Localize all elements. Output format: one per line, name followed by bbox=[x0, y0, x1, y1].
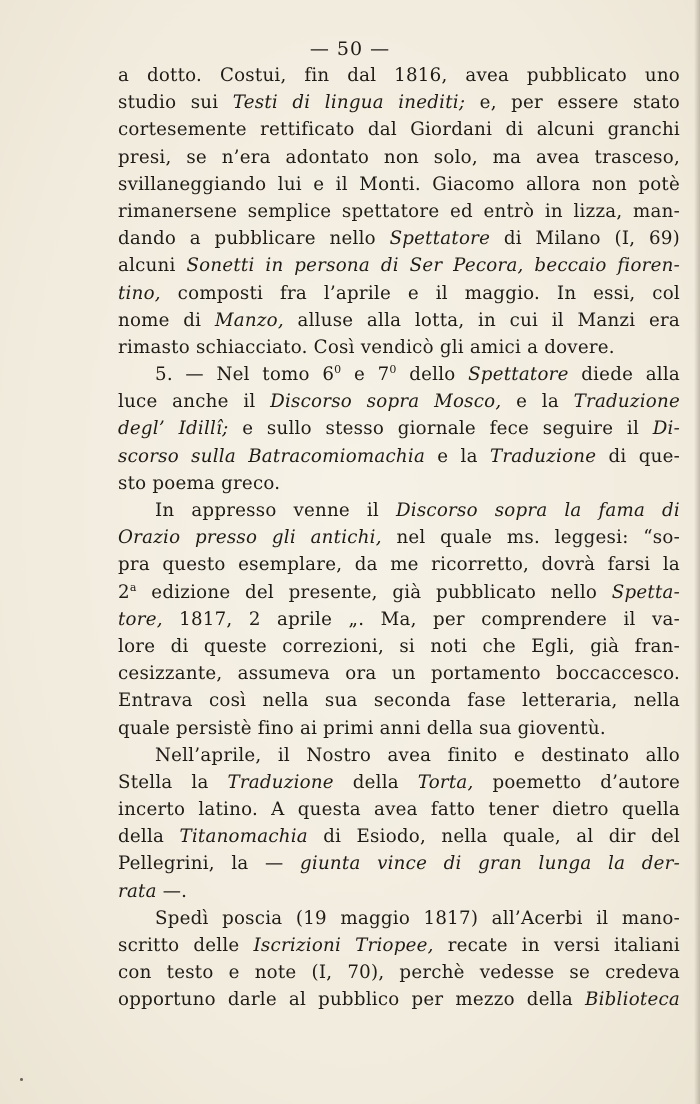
text-span: a dotto. Costui, fin dal 1816, avea pubblicato uno bbox=[118, 65, 680, 86]
text-span: pra questo esemplare, da me ricorretto, dovrà farsi la bbox=[118, 554, 680, 576]
text-span: alluse alla lotta, in cui il Manzi era bbox=[283, 309, 680, 331]
text-span: edizione del presente, già pubblicato nello bbox=[136, 581, 612, 603]
text-line bbox=[118, 823, 680, 850]
page-number: — 50 — bbox=[309, 38, 391, 60]
text-line bbox=[118, 334, 680, 361]
text-line bbox=[118, 89, 680, 116]
italic-text: Di- bbox=[652, 418, 680, 440]
italic-text: Iscrizioni Triopee, bbox=[253, 935, 434, 956]
superscript-text: 0 bbox=[334, 363, 342, 376]
text-span: sto poema greco. bbox=[118, 472, 281, 494]
text-line bbox=[118, 959, 680, 986]
text-span: scritto delle bbox=[118, 935, 254, 956]
text-span: e sullo stesso giornale fece seguire il bbox=[228, 418, 653, 440]
text-span: di que- bbox=[596, 445, 680, 467]
text-span: 5. — Nel tomo 6 bbox=[155, 364, 335, 386]
italic-text: Traduzione bbox=[489, 445, 597, 467]
italic-text: Discorso sopra Mosco, bbox=[270, 391, 502, 413]
text-span: poemetto d’autore bbox=[473, 771, 680, 793]
italic-text: Testi di lingua inediti; bbox=[232, 92, 466, 114]
text-line bbox=[118, 715, 680, 742]
paper-speck bbox=[20, 1078, 23, 1081]
text-span: composti fra l’aprile e il maggio. In essi, col bbox=[160, 282, 680, 304]
text-span: Nell’aprile, il Nostro avea finito e destinato allo bbox=[155, 744, 680, 766]
text-span: —. bbox=[156, 880, 188, 902]
text-line bbox=[118, 551, 680, 578]
text-span: recate in versi italiani bbox=[433, 935, 680, 956]
page-edge-shadow bbox=[694, 0, 700, 1104]
text-line bbox=[118, 660, 680, 687]
text-span: cesizzante, assumeva ora un portamento boccaccesco. bbox=[118, 663, 680, 685]
italic-text: tore, bbox=[118, 608, 163, 630]
text-span: e 7 bbox=[341, 364, 390, 386]
text-span: rimanersene semplice spettatore ed entrò in lizza, man- bbox=[118, 200, 680, 222]
text-line bbox=[118, 932, 680, 959]
text-span: 1817, 2 aprile „. Ma, per comprendere il va- bbox=[162, 608, 680, 630]
body-text bbox=[118, 62, 680, 1014]
italic-text: Spettatore bbox=[468, 364, 569, 386]
text-span: opportuno darle al pubblico per mezzo della bbox=[118, 989, 585, 1011]
text-span: lore di queste correzioni, si noti che Egli, già fran- bbox=[118, 635, 680, 657]
italic-text: Orazio presso gli antichi, bbox=[118, 527, 382, 549]
text-line bbox=[118, 307, 680, 334]
text-span: incerto latino. A questa avea fatto tener dietro quella bbox=[118, 799, 680, 821]
text-span: e la bbox=[425, 445, 490, 467]
text-span: della bbox=[333, 771, 418, 793]
text-line bbox=[118, 579, 680, 606]
text-span: rimasto schiacciato. Così vendicò gli amici a dovere. bbox=[118, 336, 615, 358]
text-span: studio sui bbox=[118, 92, 233, 114]
text-span: nel quale ms. leggesi: “so- bbox=[381, 527, 680, 549]
text-span: e, per essere stato bbox=[465, 92, 680, 114]
text-line bbox=[118, 470, 680, 497]
text-line bbox=[118, 796, 680, 823]
italic-text: Traduzione bbox=[573, 391, 680, 413]
text-line bbox=[118, 415, 680, 442]
text-span: presi, se n’era adontato non solo, ma avea trasceso, bbox=[118, 146, 680, 168]
text-line bbox=[118, 687, 680, 714]
text-span: dando a pubblicare nello bbox=[118, 228, 390, 250]
italic-text: Biblioteca bbox=[584, 989, 680, 1011]
text-span: di Milano (I, 69) bbox=[490, 228, 680, 250]
text-span: della bbox=[118, 826, 180, 848]
text-line bbox=[118, 252, 680, 279]
italic-text: scorso sulla Batracomiomachia bbox=[118, 445, 426, 467]
superscript-text: 0 bbox=[389, 363, 397, 376]
text-span: luce anche il bbox=[118, 391, 271, 413]
italic-text: Discorso sopra la fama di bbox=[395, 500, 680, 521]
text-line bbox=[118, 144, 680, 171]
text-span: alcuni bbox=[118, 255, 187, 277]
text-span: svillaneggiando lui e il Monti. Giacomo allora non potè bbox=[118, 173, 680, 195]
text-span: con testo e note (I, 70), perchè vedesse se credeva bbox=[118, 962, 680, 984]
text-line bbox=[118, 986, 680, 1013]
text-span: di Esiodo, nella quale, al dir del bbox=[307, 826, 680, 848]
text-line bbox=[118, 524, 680, 551]
text-span: cortesemente rettificato dal Giordani di alcuni granchi bbox=[118, 119, 680, 141]
text-line bbox=[118, 361, 680, 388]
text-line bbox=[118, 280, 680, 307]
text-span: Spedì poscia (19 maggio 1817) all’Acerbi il mano- bbox=[155, 907, 680, 929]
text-line bbox=[118, 497, 680, 524]
text-line bbox=[118, 171, 680, 198]
text-span: nome di bbox=[118, 309, 215, 331]
text-line bbox=[118, 606, 680, 633]
text-line bbox=[118, 198, 680, 225]
text-span: diede alla bbox=[568, 364, 680, 386]
text-span: quale persistè fino ai primi anni della sua gioventù. bbox=[118, 717, 606, 739]
text-span: e la bbox=[501, 391, 574, 413]
text-span: Pellegrini, la — bbox=[118, 853, 300, 875]
text-span: In appresso venne il bbox=[155, 500, 396, 521]
italic-text: Traduzione bbox=[227, 771, 334, 793]
italic-text: Spettatore bbox=[389, 228, 491, 250]
text-line bbox=[118, 905, 680, 932]
italic-text: degl’ Idillî; bbox=[118, 418, 229, 440]
text-line bbox=[118, 633, 680, 660]
text-span: Entrava così nella sua seconda fase letteraria, nella bbox=[118, 690, 680, 712]
superscript-text: a bbox=[129, 580, 137, 594]
text-line bbox=[118, 388, 680, 415]
text-line bbox=[118, 116, 680, 143]
text-line bbox=[118, 878, 680, 905]
italic-text: Manzo, bbox=[214, 309, 284, 331]
italic-text: Spetta- bbox=[611, 581, 680, 603]
italic-text: Torta, bbox=[417, 771, 474, 793]
text-line bbox=[118, 769, 680, 796]
text-span: 2 bbox=[118, 581, 130, 603]
italic-text: giunta vince di gran lunga la der- bbox=[300, 853, 680, 875]
text-span: dello bbox=[396, 364, 469, 386]
italic-text: Sonetti in persona di Ser Pecora, beccaio fioren- bbox=[186, 255, 680, 277]
text-span: Stella la bbox=[118, 771, 228, 793]
text-line bbox=[118, 850, 680, 877]
italic-text: tino, bbox=[118, 282, 161, 304]
italic-text: rata bbox=[118, 880, 157, 902]
italic-text: Titanomachia bbox=[179, 826, 308, 848]
text-line bbox=[118, 443, 680, 470]
text-line bbox=[118, 742, 680, 769]
text-line bbox=[118, 62, 680, 89]
text-line bbox=[118, 225, 680, 252]
